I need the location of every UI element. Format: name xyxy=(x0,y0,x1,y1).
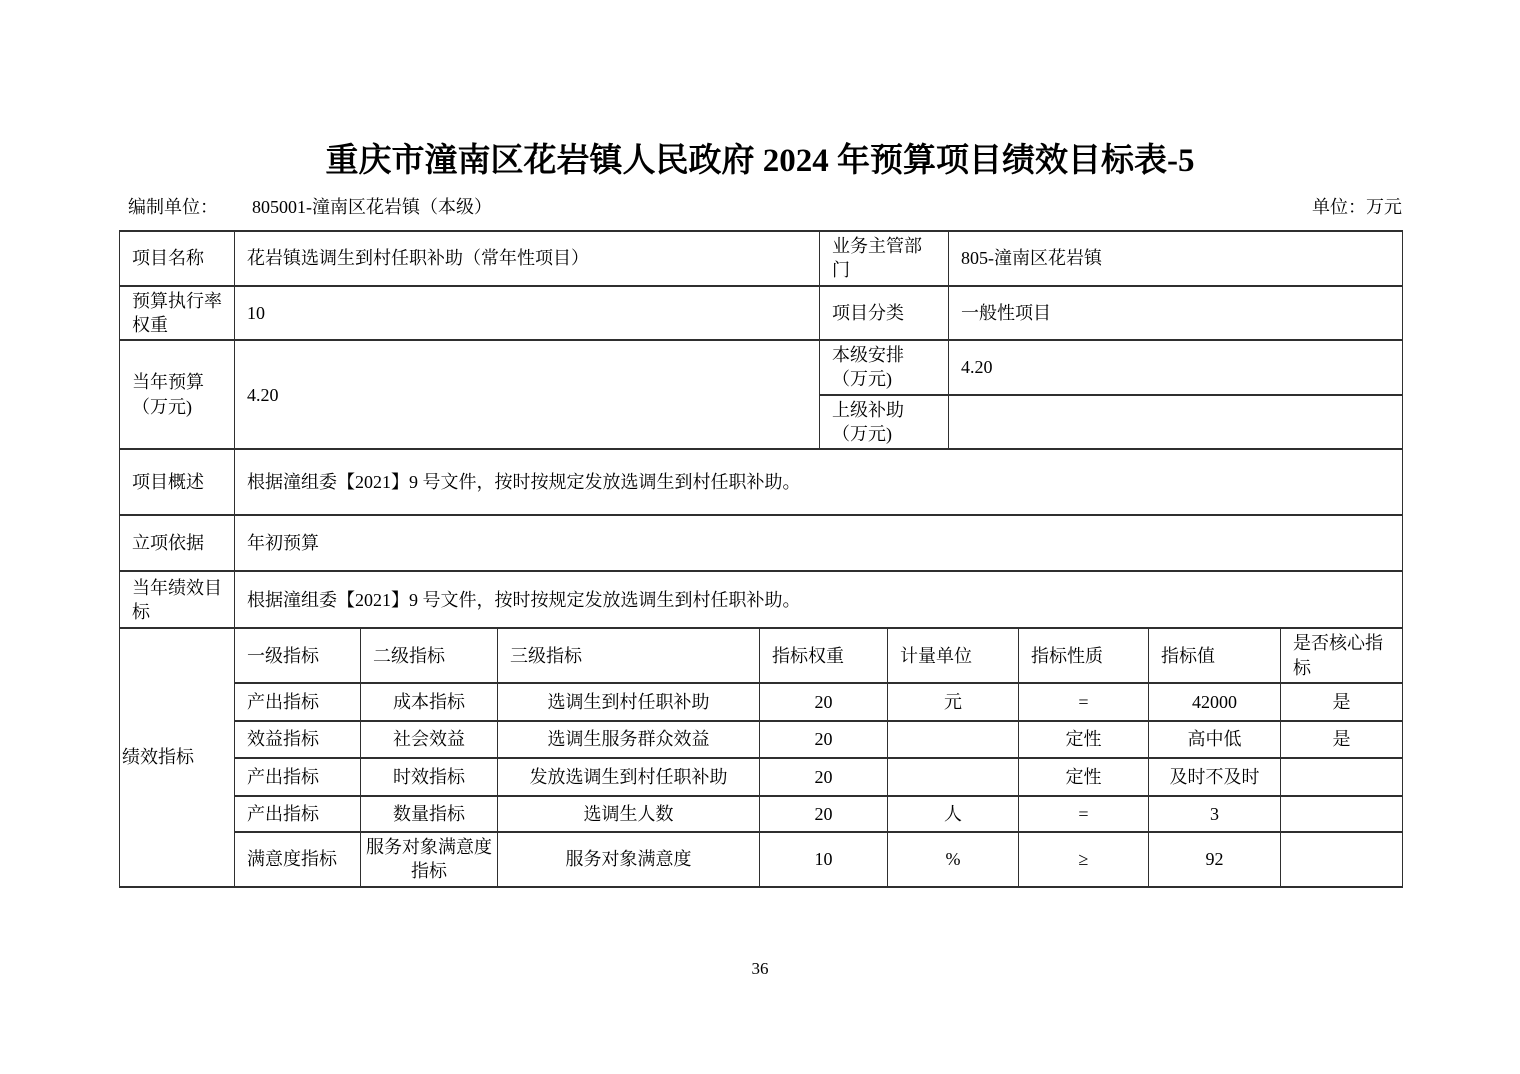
local-arrangement-label: 本级安排（万元) xyxy=(820,340,949,395)
overview-label: 项目概述 xyxy=(120,449,235,515)
indicator-cell-is-core xyxy=(1281,832,1403,887)
indicator-cell-unit: 人 xyxy=(888,796,1019,832)
indicator-cell-unit xyxy=(888,758,1019,796)
indicator-cell-is-core xyxy=(1281,758,1403,796)
header-is-core: 是否核心指标 xyxy=(1281,628,1403,683)
table-row xyxy=(120,286,1403,341)
indicator-cell-level1: 满意度指标 xyxy=(235,832,361,887)
indicator-cell-unit: % xyxy=(888,832,1019,887)
meta-row xyxy=(128,193,1402,219)
annual-target-value: 根据潼组委【2021】9 号文件，按时按规定发放选调生到村任职补助。 xyxy=(235,571,1403,628)
indicator-cell-value: 高中低 xyxy=(1149,721,1281,758)
indicator-cell-value: 42000 xyxy=(1149,683,1281,721)
indicator-cell-value: 3 xyxy=(1149,796,1281,832)
indicator-cell-weight: 20 xyxy=(760,683,888,721)
prepared-by-value: 805001-潼南区花岩镇（本级） xyxy=(252,197,492,217)
indicator-cell-weight: 20 xyxy=(760,796,888,832)
indicator-cell-level3: 选调生人数 xyxy=(498,796,760,832)
header-nature: 指标性质 xyxy=(1019,628,1149,683)
category-label: 项目分类 xyxy=(820,286,949,341)
table-row xyxy=(120,231,1403,286)
performance-indicator-table xyxy=(119,627,1403,887)
indicator-cell-unit xyxy=(888,721,1019,758)
annual-target-label: 当年绩效目标 xyxy=(120,571,235,628)
indicator-cell-weight: 10 xyxy=(760,832,888,887)
project-name-value: 花岩镇选调生到村任职补助（常年性项目） xyxy=(235,231,820,286)
indicator-row xyxy=(120,758,1403,796)
header-level2: 二级指标 xyxy=(361,628,498,683)
project-name-label: 项目名称 xyxy=(120,231,235,286)
header-value: 指标值 xyxy=(1149,628,1281,683)
indicator-cell-level2: 社会效益 xyxy=(361,721,498,758)
indicator-cell-level3: 选调生服务群众效益 xyxy=(498,721,760,758)
page-number: 36 xyxy=(751,959,769,978)
indicator-row xyxy=(120,796,1403,832)
table-row xyxy=(120,340,1403,395)
indicator-cell-level3: 选调生到村任职补助 xyxy=(498,683,760,721)
indicator-cell-level1: 产出指标 xyxy=(235,683,361,721)
indicator-cell-weight: 20 xyxy=(760,721,888,758)
indicator-cell-nature: ≥ xyxy=(1019,832,1149,887)
header-weight: 指标权重 xyxy=(760,628,888,683)
overview-value: 根据潼组委【2021】9 号文件，按时按规定发放选调生到村任职补助。 xyxy=(235,449,1403,515)
indicator-cell-level3: 服务对象满意度 xyxy=(498,832,760,887)
category-value: 一般性项目 xyxy=(949,286,1403,341)
basis-value: 年初预算 xyxy=(235,515,1403,571)
indicator-cell-nature: = xyxy=(1019,683,1149,721)
indicator-cell-nature: 定性 xyxy=(1019,721,1149,758)
indicator-group-label: 绩效指标 xyxy=(120,628,235,886)
indicator-header-row xyxy=(120,628,1403,683)
dept-value: 805-潼南区花岩镇 xyxy=(949,231,1403,286)
indicator-cell-nature: 定性 xyxy=(1019,758,1149,796)
indicator-cell-is-core: 是 xyxy=(1281,683,1403,721)
indicator-cell-level3: 发放选调生到村任职补助 xyxy=(498,758,760,796)
table-row xyxy=(120,449,1403,515)
prepared-by xyxy=(128,193,492,219)
indicator-row xyxy=(120,683,1403,721)
indicator-cell-value: 及时不及时 xyxy=(1149,758,1281,796)
exec-rate-value: 10 xyxy=(235,286,820,341)
header-level3: 三级指标 xyxy=(498,628,760,683)
basis-label: 立项依据 xyxy=(120,515,235,571)
unit-label: 单位：万元 xyxy=(1312,197,1402,217)
superior-subsidy-label: 上级补助（万元) xyxy=(820,395,949,450)
indicator-cell-level1: 产出指标 xyxy=(235,758,361,796)
table-row xyxy=(120,571,1403,628)
indicator-cell-level1: 产出指标 xyxy=(235,796,361,832)
indicator-row xyxy=(120,721,1403,758)
superior-subsidy-value xyxy=(949,395,1403,450)
header-unit: 计量单位 xyxy=(888,628,1019,683)
project-info-table xyxy=(119,230,1403,629)
indicator-cell-level2: 时效指标 xyxy=(361,758,498,796)
indicator-cell-nature: = xyxy=(1019,796,1149,832)
indicator-cell-unit: 元 xyxy=(888,683,1019,721)
indicator-cell-level1: 效益指标 xyxy=(235,721,361,758)
indicator-row xyxy=(120,832,1403,887)
budget-value: 4.20 xyxy=(235,340,820,449)
tables-wrap xyxy=(119,230,1403,888)
local-arrangement-value: 4.20 xyxy=(949,340,1403,395)
budget-label: 当年预算（万元) xyxy=(120,340,235,449)
indicator-cell-weight: 20 xyxy=(760,758,888,796)
page-title: 重庆市潼南区花岩镇人民政府 2024 年预算项目绩效目标表-5 xyxy=(325,143,1195,179)
indicator-cell-value: 92 xyxy=(1149,832,1281,887)
table-row xyxy=(120,515,1403,571)
indicator-cell-is-core xyxy=(1281,796,1403,832)
indicator-cell-is-core: 是 xyxy=(1281,721,1403,758)
exec-rate-label: 预算执行率权重 xyxy=(120,286,235,341)
indicator-cell-level2: 服务对象满意度指标 xyxy=(361,832,498,887)
indicator-cell-level2: 数量指标 xyxy=(361,796,498,832)
indicator-cell-level2: 成本指标 xyxy=(361,683,498,721)
prepared-by-label: 编制单位： xyxy=(128,197,218,217)
header-level1: 一级指标 xyxy=(235,628,361,683)
dept-label: 业务主管部门 xyxy=(820,231,949,286)
